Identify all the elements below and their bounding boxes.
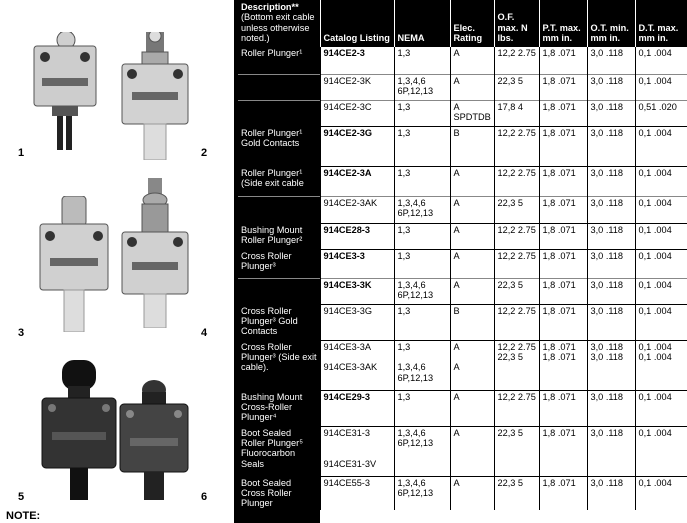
cell-ot: 3,0 .118 xyxy=(587,249,635,278)
cell-catalog: 914CE55-3 xyxy=(320,476,394,510)
figure-number: 2 xyxy=(201,147,208,159)
cell-catalog: 914CE2-3A xyxy=(320,166,394,196)
table-row xyxy=(238,166,687,196)
cell-ot: 3,0 .118 xyxy=(587,476,635,510)
header-ot: O.T. min. mm in. xyxy=(587,0,635,46)
cell-nema: 1,3,4,6 6P,12,13 xyxy=(394,426,450,476)
cell-description: Cross Roller Plunger³ xyxy=(241,250,292,271)
cell-pt: 1,8 .071 xyxy=(539,278,587,304)
table-row xyxy=(238,304,687,340)
table-row xyxy=(238,46,687,74)
cell-description: Bushing Mount Roller Plunger² xyxy=(241,224,303,245)
cell-ot: 3,0 .118 xyxy=(587,126,635,166)
header-description: Description** (Bottom exit cable unless otherwise noted.) xyxy=(238,0,320,46)
cell-of: 12,2 2.75 xyxy=(494,304,539,340)
figure-number: 4 xyxy=(201,327,208,339)
cell-of: 22,3 5 xyxy=(494,426,539,476)
switch-photo-2 xyxy=(118,32,192,160)
cell-pt: 1,8 .071 xyxy=(539,100,587,126)
table-row xyxy=(238,223,687,249)
cell-description xyxy=(238,278,320,304)
cell-description: Cross Roller Plunger³ (Side exit cable). xyxy=(241,341,317,373)
cell-nema: 1,3,4,6 6P,12,13 xyxy=(394,476,450,510)
cell-ot: 3,0 .118 xyxy=(587,278,635,304)
cell-pt: 1,8 .071 xyxy=(539,476,587,510)
cell-catalog: 914CE2-3AK xyxy=(320,196,394,223)
cell-catalog: 914CE28-3 xyxy=(320,223,394,249)
cell-nema: 1,3 xyxy=(394,304,450,340)
cell-ot: 3,0 .118 xyxy=(587,166,635,196)
cell-ot: 3,0 .118 xyxy=(587,196,635,223)
cell-elec: B xyxy=(450,304,494,340)
cell-of: 22,3 5 xyxy=(494,278,539,304)
switch-photo-1 xyxy=(28,32,102,150)
cell-description xyxy=(238,196,320,223)
cell-pt: 1,8 .071 xyxy=(539,223,587,249)
header-nema: NEMA xyxy=(394,0,450,46)
cell-catalog: 914CE3-3A 914CE3-3AK xyxy=(320,340,394,390)
cell-ot: 3,0 .118 xyxy=(587,100,635,126)
cell-of: 12,2 2.75 xyxy=(494,249,539,278)
cell-elec: A SPDTDB xyxy=(450,100,494,126)
table-row xyxy=(238,126,687,166)
cell-of: 12,2 2.75 xyxy=(494,166,539,196)
cell-nema: 1,3,4,6 6P,12,13 xyxy=(394,196,450,223)
cell-nema: 1,3,4,6 6P,12,13 xyxy=(394,74,450,100)
header-of: O.F. max. N lbs. xyxy=(494,0,539,46)
header-elec: Elec. Rating xyxy=(450,0,494,46)
cell-ot: 3,0 .118 xyxy=(587,390,635,426)
catalog-table xyxy=(238,0,687,510)
header-catalog: Catalog Listing xyxy=(320,0,394,46)
product-photos xyxy=(0,0,234,523)
cell-description: Cross Roller Plunger³ Gold Contacts xyxy=(241,305,298,337)
cell-catalog: 914CE2-3K xyxy=(320,74,394,100)
cell-nema: 1,3 xyxy=(394,46,450,74)
cell-description xyxy=(238,74,320,100)
cell-dt: 0,1 .004 xyxy=(635,476,687,510)
cell-dt: 0,1 .004 xyxy=(635,304,687,340)
cell-nema: 1,3 1,3,4,6 6P,12,13 xyxy=(394,340,450,390)
cell-description: Roller Plunger¹ (Side exit cable xyxy=(241,167,304,188)
cell-dt: 0,1 .004 xyxy=(635,390,687,426)
cell-pt: 1,8 .071 xyxy=(539,196,587,223)
figure-number: 1 xyxy=(18,147,25,159)
cell-catalog: 914CE3-3G xyxy=(320,304,394,340)
cell-elec: A xyxy=(450,249,494,278)
cell-of: 22,3 5 xyxy=(494,74,539,100)
table-row xyxy=(238,476,687,510)
cell-dt: 0,51 .020 xyxy=(635,100,687,126)
cell-nema: 1,3 xyxy=(394,390,450,426)
cell-ot: 3,0 .118 xyxy=(587,426,635,476)
cell-nema: 1,3 xyxy=(394,249,450,278)
figure-number: 6 xyxy=(201,491,208,503)
cell-ot: 3,0 .118 xyxy=(587,223,635,249)
cell-dt: 0,1 .004 xyxy=(635,46,687,74)
cell-elec: A xyxy=(450,476,494,510)
cell-pt: 1,8 .071 xyxy=(539,74,587,100)
cell-catalog: 914CE2-3C xyxy=(320,100,394,126)
cell-catalog: 914CE29-3 xyxy=(320,390,394,426)
cell-description: Boot Sealed Cross Roller Plunger xyxy=(241,477,292,509)
cell-pt: 1,8 .071 xyxy=(539,46,587,74)
table-row xyxy=(238,196,687,223)
cell-of: 22,3 5 xyxy=(494,476,539,510)
cell-of: 12,2 2.75 xyxy=(494,390,539,426)
cell-elec: B xyxy=(450,126,494,166)
cell-nema: 1,3 xyxy=(394,166,450,196)
table-row xyxy=(238,390,687,426)
cell-catalog: 914CE2-3 xyxy=(320,46,394,74)
header-dt: D.T. max. mm in. xyxy=(635,0,687,46)
cell-elec: A xyxy=(450,196,494,223)
cell-pt: 1,8 .071 xyxy=(539,166,587,196)
cell-catalog: 914CE2-3G xyxy=(320,126,394,166)
cell-nema: 1,3,4,6 6P,12,13 xyxy=(394,278,450,304)
cell-ot: 3,0 .118 3,0 .118 xyxy=(587,340,635,390)
cell-pt: 1,8 .071 1,8 .071 xyxy=(539,340,587,390)
table-row xyxy=(238,278,687,304)
cell-dt: 0,1 .004 xyxy=(635,196,687,223)
table-row xyxy=(238,426,687,476)
switch-photo-5 xyxy=(40,360,118,500)
cell-elec: A xyxy=(450,223,494,249)
cell-of: 22,3 5 xyxy=(494,196,539,223)
header-pt: P.T. max. mm in. xyxy=(539,0,587,46)
cell-description xyxy=(238,100,320,126)
cell-dt: 0,1 .004 xyxy=(635,223,687,249)
cell-elec: A xyxy=(450,390,494,426)
cell-dt: 0,1 .004 xyxy=(635,166,687,196)
cell-description: Roller Plunger¹ Gold Contacts xyxy=(241,127,303,148)
table-row xyxy=(238,249,687,278)
cell-dt: 0,1 .004 xyxy=(635,426,687,476)
cell-dt: 0,1 .004 xyxy=(635,278,687,304)
cell-ot: 3,0 .118 xyxy=(587,304,635,340)
table-row xyxy=(238,340,687,390)
cell-ot: 3,0 .118 xyxy=(587,46,635,74)
cell-pt: 1,8 .071 xyxy=(539,426,587,476)
cell-dt: 0,1 .004 xyxy=(635,74,687,100)
cell-elec: A xyxy=(450,426,494,476)
cell-catalog: 914CE31-3 914CE31-3V xyxy=(320,426,394,476)
cell-of: 17,8 4 xyxy=(494,100,539,126)
cell-description: Boot Sealed Roller Plunger⁵ Fluorocarbon Seals xyxy=(241,427,304,469)
cell-nema: 1,3 xyxy=(394,126,450,166)
note-label: NOTE: xyxy=(6,510,41,522)
cell-pt: 1,8 .071 xyxy=(539,126,587,166)
cell-ot: 3,0 .118 xyxy=(587,74,635,100)
cell-nema: 1,3 xyxy=(394,100,450,126)
cell-dt: 0,1 .004 xyxy=(635,249,687,278)
switch-photo-4 xyxy=(118,178,192,328)
cell-nema: 1,3 xyxy=(394,223,450,249)
cell-elec: A xyxy=(450,278,494,304)
cell-elec: A xyxy=(450,166,494,196)
cell-elec: A xyxy=(450,46,494,74)
cell-description: Roller Plunger¹ xyxy=(241,47,303,58)
cell-elec: A xyxy=(450,74,494,100)
cell-catalog: 914CE3-3 xyxy=(320,249,394,278)
cell-of: 12,2 2.75 22,3 5 xyxy=(494,340,539,390)
table-row xyxy=(238,74,687,100)
cell-dt: 0,1 .004 xyxy=(635,126,687,166)
switch-photo-3 xyxy=(36,196,112,332)
cell-pt: 1,8 .071 xyxy=(539,249,587,278)
cell-pt: 1,8 .071 xyxy=(539,304,587,340)
cell-description: Bushing Mount Cross-Roller Plunger⁴ xyxy=(241,391,303,423)
cell-of: 12,2 2.75 xyxy=(494,46,539,74)
switch-photo-6 xyxy=(118,380,190,500)
cell-dt: 0,1 .004 0,1 .004 xyxy=(635,340,687,390)
cell-elec: A A xyxy=(450,340,494,390)
cell-pt: 1,8 .071 xyxy=(539,390,587,426)
table-row xyxy=(238,100,687,126)
figure-number: 5 xyxy=(18,491,25,503)
cell-catalog: 914CE3-3K xyxy=(320,278,394,304)
cell-of: 12,2 2.75 xyxy=(494,223,539,249)
figure-number: 3 xyxy=(18,327,25,339)
cell-of: 12,2 2.75 xyxy=(494,126,539,166)
